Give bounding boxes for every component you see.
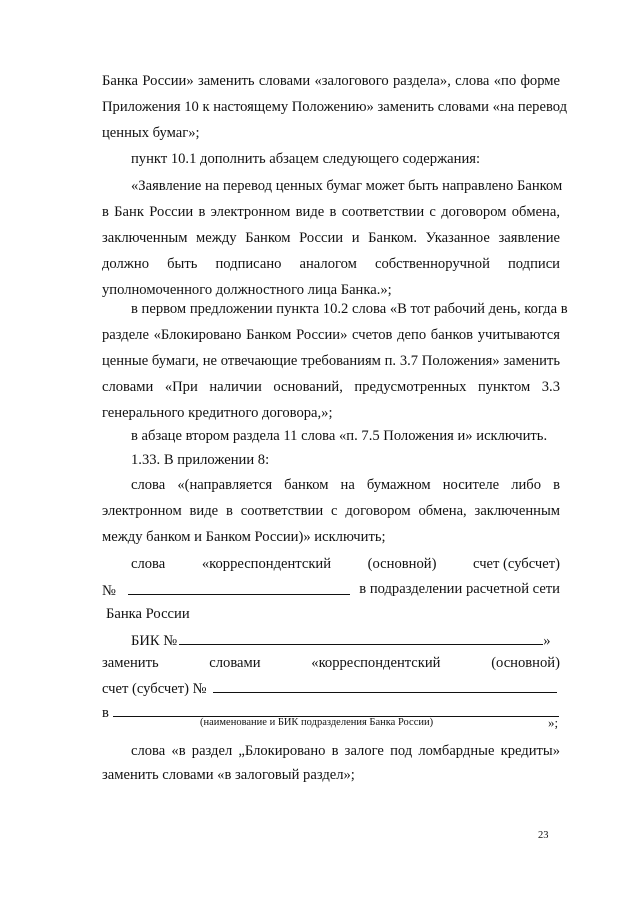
text-line: словами «При наличии оснований, предусмотренных пунктом 3.3 [102,379,560,395]
text-line: ценных бумаг»; [102,125,200,141]
form-line-2: № в подразделении расчетной сети [102,581,560,599]
form-line-replace: заменить словами «корреспондентский (основной) [102,655,560,671]
text-line: в первом предложении пункта 10.2 слова «В тот рабочий день, когда в [131,301,568,317]
text-line: между банком и Банком России)» исключить; [102,529,386,545]
text-line: в Банк России в электронном виде в соответствии с договором обмена, [102,204,560,220]
form-line-1: слова «корреспондентский (основной) счет (субсчет) [131,556,560,572]
blank-line [179,630,543,645]
text-line: пункт 10.1 дополнить абзацем следующего содержания: [131,151,481,167]
text-line: Банка России [106,606,190,622]
text-line: в абзаце втором раздела 11 слова «п. 7.5 Положения и» исключить. [131,428,548,444]
text-line: электронном виде в соответствии с договором обмена, заключенным [102,503,560,519]
text-line: Банка России» заменить словами «залогового раздела», слова «по форме [102,73,560,89]
text-line: 1.33. В приложении 8: [131,452,270,468]
blank-line [113,702,559,717]
text-line: Приложения 10 к настоящему Положению» заменить словами «на перевод [102,99,568,115]
text-line: заменить словами «в залоговый раздел»; [102,767,355,783]
caption-tail: »; [548,715,559,730]
blank-line [128,580,350,595]
page-number: 23 [538,830,549,841]
form-line-bik: БИК № » [131,630,560,650]
text-line: генерального кредитного договора,»; [102,405,333,421]
text-line: должно быть подписано аналогом собственноручной подписи [102,256,560,272]
text-line: слова «(направляется банком на бумажном носителе либо в [131,477,560,493]
text-line: слова «в раздел „Блокировано в залоге под ломбардные кредиты» [131,743,560,759]
blank-line [213,678,557,693]
text-line: ценные бумаги, не отвечающие требованиям п. 3.7 Положения» заменить [102,353,560,369]
text-line: заключенным между Банком России и Банком. Указанное заявление [102,230,560,246]
text-line: «Заявление на перевод ценных бумаг может быть направлено Банком [131,178,563,194]
text-line: уполномоченного должностного лица Банка.»; [102,282,392,298]
field-caption: (наименование и БИК подразделения Банка России) [200,717,434,728]
text-line: разделе «Блокировано Банком России» счетов депо банков учитываются [102,327,560,343]
form-line-in: в [102,702,560,722]
form-line-account: счет (субсчет) № [102,678,560,698]
